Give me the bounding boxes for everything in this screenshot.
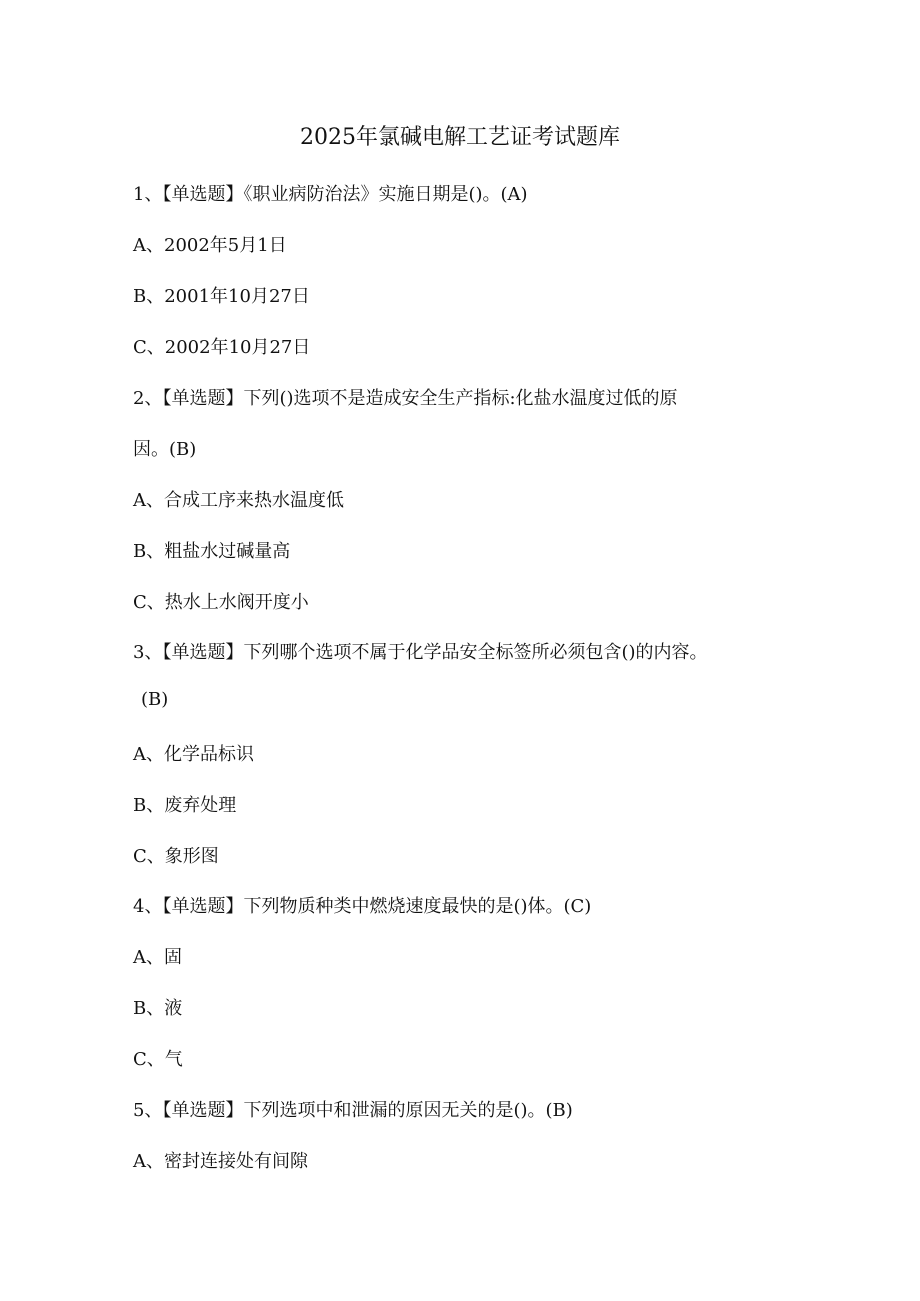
question-3-option-a: A、化学品标识 xyxy=(133,744,254,765)
question-5-option-a: A、密封连接处有间隙 xyxy=(133,1151,308,1172)
question-4-option-a: A、固 xyxy=(133,947,182,968)
question-5-stem: 5、【单选题】下列选项中和泄漏的原因无关的是()。(B) xyxy=(133,1100,573,1121)
question-3-stem: 3、【单选题】下列哪个选项不属于化学品安全标签所必须包含()的内容。 xyxy=(133,642,708,663)
question-2-stem-continued: 因。(B) xyxy=(133,439,197,460)
question-3-answer: (B) xyxy=(141,689,169,710)
question-2-option-a: A、合成工序来热水温度低 xyxy=(133,490,344,511)
question-4-option-b: B、液 xyxy=(133,998,183,1019)
document-title: 2025年氯碱电解工艺证考试题库 xyxy=(300,125,620,150)
question-2-stem: 2、【单选题】下列()选项不是造成安全生产指标:化盐水温度过低的原 xyxy=(133,388,678,409)
question-3-option-b: B、废弃处理 xyxy=(133,795,237,816)
question-2-option-c: C、热水上水阀开度小 xyxy=(133,592,309,613)
question-1-option-b: B、2001年10月27日 xyxy=(133,286,310,307)
question-1-option-c: C、2002年10月27日 xyxy=(133,337,311,358)
question-3-option-c: C、象形图 xyxy=(133,846,219,867)
question-4-stem: 4、【单选题】下列物质种类中燃烧速度最快的是()体。(C) xyxy=(133,896,592,917)
question-1-stem: 1、【单选题】《职业病防治法》实施日期是()。(A) xyxy=(133,184,528,205)
question-4-option-c: C、气 xyxy=(133,1049,183,1070)
question-2-option-b: B、粗盐水过碱量高 xyxy=(133,541,291,562)
question-1-option-a: A、2002年5月1日 xyxy=(133,235,287,256)
